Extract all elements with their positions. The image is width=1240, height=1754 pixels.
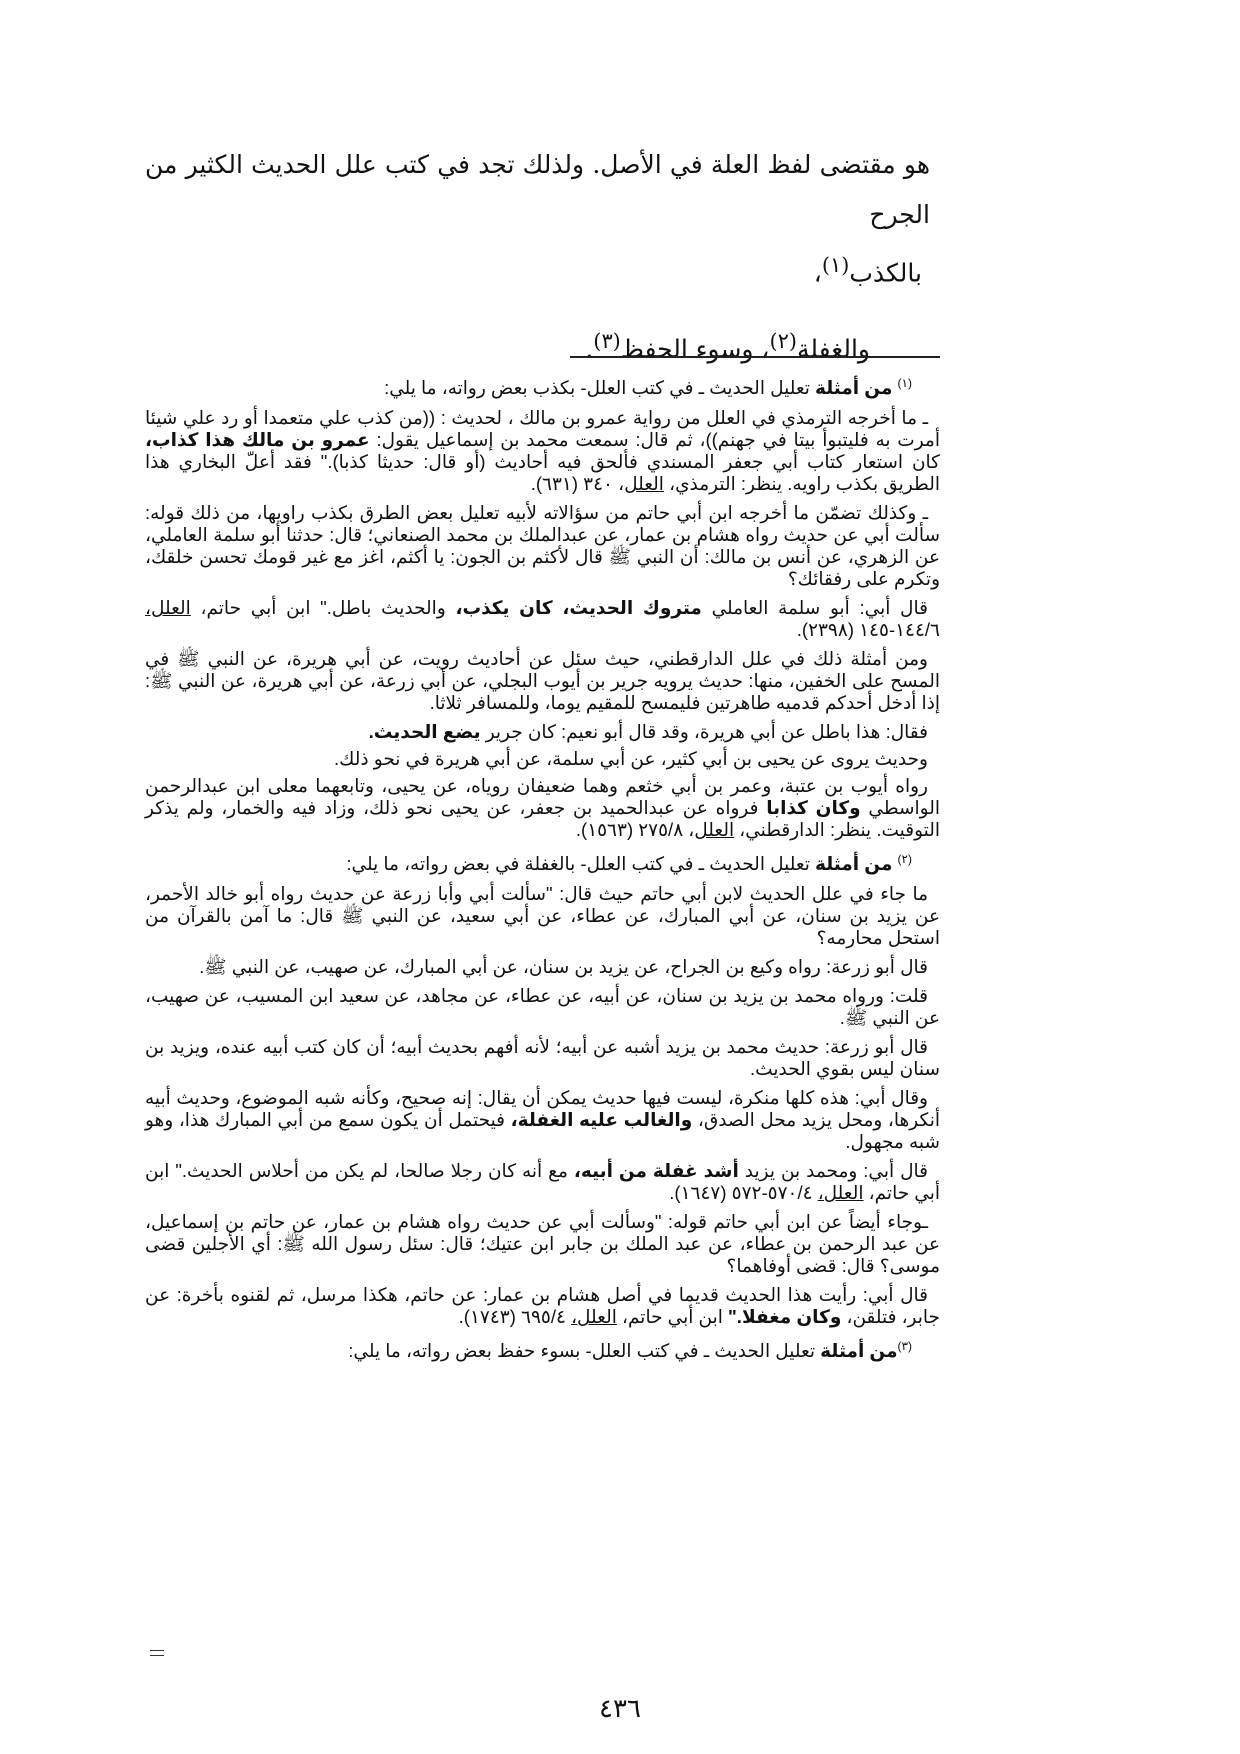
- fn2-p3-text: قلت: ورواه محمد بن يزيد بن سنان، عن أبيه، عن عطاء، عن مجاهد، عن سعيد ابن المسيب، عن صهيب، عن النبي ﷺ.: [145, 985, 940, 1029]
- fn2-p5-text-a: وقال أبي: هذه كلها منكرة، ليست فيها حديث يمكن أن يقال: إنه صحيح، وكأنه شبه الموضوع، وحديث أبيه أنكرها، ومحل يزيد محل الصدق،: [145, 1087, 941, 1131]
- fn1-p4-text: ومن أمثلة ذلك في علل الدارقطني، حيث سئل عن أحاديث رويت، عن أبي هريرة، عن النبي ﷺ في المسح على الخفين، منها: حديث يرويه جرير بن أيوب البجلي، عن أبي زرعة، عن أبي هريرة، عن النبي ﷺ: إذا أدخل أحدكم قدميه طاهرتين فليمسح للمقيم يوما، وللمسافر ثلاثا.: [145, 648, 940, 714]
- footnote-1-heading-bold: من أمثلة: [815, 377, 893, 399]
- fn1-p1-underlined: العلل: [624, 473, 664, 495]
- fn1-p7-text-a: رواه أيوب بن عتبة، وعمر بن أبي خثعم وهما ضعيفان روياه، عن يحيى، وتابعهما معلى ابن عبدالرحمن الواسطي: [145, 775, 940, 819]
- fn2-p6-text-a: قال أبي: ومحمد بن يزيد: [738, 1160, 928, 1182]
- footnote-1-paragraph-5: [145, 721, 940, 743]
- footnote-2-paragraph-7: [145, 1211, 940, 1277]
- footnote-2-paragraph-6: [145, 1160, 940, 1204]
- main-line-2-text: بالكذب: [849, 258, 922, 288]
- fn1-p7-bold: وكان كذابا: [766, 797, 861, 819]
- footnote-2-heading-text: تعليل الحديث ـ في كتب العلل- بالغفلة في بعض رواته، ما يلي:: [346, 853, 816, 875]
- main-line-3-text-a: والغفلة: [796, 334, 870, 364]
- fn1-p5-text-a: فقال: هذا باطل عن أبي هريرة، وقد قال أبو نعيم: كان جرير: [480, 721, 928, 743]
- main-line-3: [145, 316, 930, 374]
- main-line-2-end: ،: [813, 258, 822, 288]
- footnote-2-heading: [145, 848, 940, 875]
- fn1-p7-underlined: العلل: [694, 819, 735, 841]
- footnote-1-paragraph-4: [145, 648, 940, 714]
- footnote-ref-3[interactable]: (٣): [593, 329, 621, 354]
- fn2-p6-text-c: ٥٧٠/٤-٥٧٢ (١٦٤٧).: [669, 1182, 818, 1204]
- fn1-p6-text: وحديث يروى عن يحيى بن أبي كثير، عن أبي سلمة، عن أبي هريرة في نحو ذلك.: [334, 748, 928, 770]
- footnotes: [145, 372, 940, 1370]
- footnote-2-paragraph-2: [145, 956, 940, 978]
- footnote-ref-1[interactable]: (١): [821, 253, 850, 277]
- fn2-p8-bold: وكان مغفلا.": [728, 1306, 842, 1328]
- fn2-p8-text-b: ابن أبي حاتم،: [616, 1306, 729, 1328]
- footnote-3-marker: (٣): [897, 1339, 912, 1354]
- footnote-2-marker: (٢): [897, 852, 912, 867]
- footnote-separator: [570, 356, 940, 358]
- fn1-p3-text-c: ١٤٤/٦-١٤٥ (٢٣٩٨).: [796, 619, 940, 641]
- fn2-p4-text: قال أبو زرعة: حديث محمد بن يزيد أشبه عن أبيه؛ لأنه أفهم بحديث أبيه؛ أن كان كتب أبيه عنده، ويزيد بن سنان ليس بقوي الحديث.: [145, 1036, 940, 1080]
- footnote-1-paragraph-1: [145, 407, 940, 495]
- footnote-ref-2[interactable]: (٢): [769, 329, 797, 354]
- fn1-p7-text-c: ، ٢٧٥/٨ (١٥٦٣).: [575, 819, 695, 841]
- fn1-p2-text: ـ وكذلك تضمّن ما أخرجه ابن أبي حاتم من سؤالاته لأبيه تعليل بعض الطرق بكذب راويها، من ذلك قوله: سألت أبي عن حديث رواه هشام بن عمار، عن عبدالملك بن محمد الصنعاني؛ قال: حدثنا أبو سلمة العاملي، عن الزهري، عن أنس بن مالك: أن النبي ﷺ قال لأكثم بن الجون: يا أكثم، اغز مع غير قومك تحسن خلقك، وتكرم على رفقائك؟: [145, 502, 940, 590]
- fn1-p3-text-b: والحديث باطل." ابن أبي حاتم،: [190, 597, 456, 619]
- footnote-1-heading-text: تعليل الحديث ـ في كتب العلل- بكذب بعض رواته، ما يلي:: [384, 377, 816, 399]
- fn1-p1-text-b: كان استعار كتاب أبي جعفر المسندي فألحق فيه أحاديث (أو قال: حديثا كذبا)." فقد أعلّ البخاري هذا الطريق بكذب راويه. ينظر: الترمذي،: [145, 451, 940, 495]
- fn2-p6-text-b: مع أنه كان رجلا صالحا، لم يكن من أحلاس الحديث." ابن أبي حاتم،: [145, 1160, 940, 1204]
- footnote-2-paragraph-1: [145, 883, 940, 949]
- main-line-3-end: .: [585, 334, 594, 364]
- fn2-p1-text: ما جاء في علل الحديث لابن أبي حاتم حيث قال: "سألت أبي وأبا زرعة عن حديث رواه أبو خالد الأحمر، عن يزيد بن سنان، عن أبي المبارك، عن عطاء، عن أبي سعيد، عن النبي ﷺ قال: ما آمن بالقرآن من استحل محارمه؟: [145, 883, 940, 949]
- footnote-1-paragraph-6: [145, 748, 940, 770]
- footnote-1-heading: [145, 372, 940, 399]
- main-text: [145, 140, 930, 375]
- main-line-1-text: هو مقتضى لفظ العلة في الأصل. ولذلك تجد في كتب علل الحديث الكثير من الجرح: [145, 150, 930, 229]
- fn1-p3-underlined: العلل،: [145, 597, 191, 619]
- fn2-p5-text-b: فيحتمل أن يكون سمع من أبي المبارك هذا، وهو شبه مجهول.: [145, 1109, 940, 1153]
- fn2-p8-underlined: العلل،: [571, 1306, 617, 1328]
- footnote-1-paragraph-3: [145, 597, 940, 641]
- fn1-p1-text-a: ـ ما أخرجه الترمذي في العلل من رواية عمرو بن مالك ، لحديث : ((من كذب علي متعمدا أو رد علي شيئا أمرت به فليتبوأ بيتا في جهنم))، ثم قال: سمعت محمد بن إسماعيل يقول:: [145, 407, 940, 451]
- double-line-mark: [150, 1650, 164, 1656]
- fn1-p1-bold: عمرو بن مالك هذا كذاب،: [145, 429, 370, 451]
- footnote-2-paragraph-8: [145, 1284, 940, 1328]
- fn1-p3-text-a: قال أبي: أبو سلمة العاملي: [701, 597, 928, 619]
- fn2-p6-underlined: العلل،: [817, 1182, 864, 1204]
- footnote-1-paragraph-2: [145, 502, 940, 590]
- footnote-3-heading-bold: من أمثلة: [820, 1340, 898, 1362]
- fn2-p8-text-c: ٦٩٥/٤ (١٧٤٣).: [458, 1306, 572, 1328]
- fn2-p6-bold: أشد غفلة من أبيه،: [573, 1160, 739, 1182]
- fn1-p5-bold: يضع الحديث.: [368, 721, 481, 743]
- fn1-p1-text-c: ، ٣٤٠ (٦٣١).: [530, 473, 625, 495]
- footnote-2-paragraph-3: [145, 985, 940, 1029]
- main-line-2: [145, 240, 930, 298]
- fn1-p3-bold: متروك الحديث، كان يكذب،: [455, 597, 702, 619]
- page-number: ٤٣٦: [599, 1694, 641, 1724]
- footnote-3-heading: [145, 1335, 940, 1362]
- footnote-2-paragraph-4: [145, 1036, 940, 1080]
- fn2-p7-text: ـوجاء أيضاً عن ابن أبي حاتم قوله: "وسألت أبي عن حديث رواه هشام بن عمار، عن حاتم بن إسماعيل، عن عبد الرحمن بن عطاء، عن عبد الملك بن جابر ابن عتيك؛ قال: سئل رسول الله ﷺ: أي الأجلين قضى موسى؟ قال: قضى أوفاهما؟: [145, 1211, 940, 1277]
- main-line-1: [145, 140, 930, 240]
- fn2-p2-text: قال أبو زرعة: رواه وكيع بن الجراح، عن يزيد بن سنان، عن أبي المبارك، عن صهيب، عن النبي ﷺ.: [199, 956, 928, 978]
- footnote-2-heading-bold: من أمثلة: [815, 853, 893, 875]
- footnote-1-paragraph-7: [145, 775, 940, 841]
- fn1-p7-text-b: فرواه عن عبدالحميد بن جعفر، عن يحيى نحو ذلك، وزاد فيه والخمار، ولم يذكر التوقيت. ينظر: الدارقطني،: [145, 797, 940, 841]
- footnote-1-marker: (١): [897, 376, 912, 390]
- footnote-2-paragraph-5: [145, 1087, 940, 1153]
- main-line-3-text-b: ، وسوء الحفظ: [620, 334, 770, 364]
- footnote-3-heading-text: تعليل الحديث ـ في كتب العلل- بسوء حفظ بعض رواته، ما يلي:: [348, 1340, 821, 1362]
- fn2-p8-text-a: قال أبي: رأيت هذا الحديث قديما في أصل هشام بن عمار: عن حاتم، هكذا مرسل، ثم لقنوه بأخرة: عن جابر، فتلقن،: [145, 1284, 940, 1328]
- fn2-p5-bold: والغالب عليه الغفلة،: [510, 1109, 693, 1131]
